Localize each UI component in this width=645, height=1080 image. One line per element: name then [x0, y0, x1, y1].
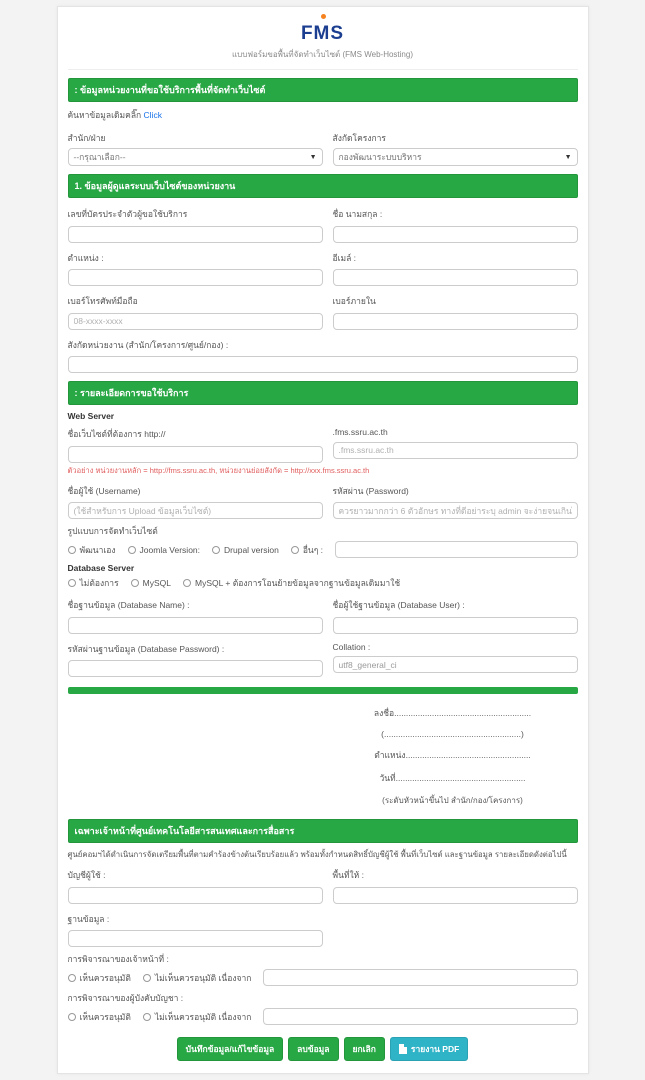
signature-sign-line: ลงชื่อ..........................................................: [373, 708, 532, 718]
search-hint-label: ค้นหาข้อมูลเดิมคลิ๊ก: [67, 110, 142, 120]
green-divider-bar: [68, 687, 578, 694]
action-button-row: [68, 1037, 578, 1061]
database-server-heading: Database Server: [67, 563, 135, 573]
staff-reject-reason-input[interactable]: [263, 969, 577, 986]
citizen-id-label: เลขที่บัตรประจำตัวผู้ขอใช้บริการ: [67, 209, 188, 219]
platform-radio-joomla[interactable]: [128, 546, 136, 554]
chevron-down-icon: ▼: [309, 153, 317, 161]
extension-input[interactable]: [333, 313, 578, 330]
platform-other-input[interactable]: [335, 541, 577, 558]
fms-logo-text: FMS: [300, 23, 345, 44]
document-icon: [399, 1044, 407, 1054]
section-unit-header: : ข้อมูลหน่วยงานที่ขอใช้บริการพื้นที่จัดทำเว็บไซต์: [68, 78, 578, 102]
supervisor-approve-radio[interactable]: [68, 1013, 76, 1021]
citizen-id-input[interactable]: [68, 226, 323, 243]
db-radio-mysql-migrate[interactable]: [183, 579, 191, 587]
domain-input: [333, 442, 578, 459]
department-selected-value: --กรุณาเลือก--: [73, 152, 126, 162]
staff-database-label: ฐานข้อมูล :: [67, 913, 110, 924]
space-input[interactable]: [333, 887, 578, 904]
db-name-input[interactable]: [68, 617, 323, 634]
pdf-report-button[interactable]: [390, 1037, 468, 1061]
department-select[interactable]: [68, 148, 323, 166]
platform-radio-drupal[interactable]: [212, 546, 220, 554]
email-input[interactable]: [333, 269, 578, 286]
db-user-label: ชื่อผู้ใช้ฐานข้อมูล (Database User) :: [332, 600, 465, 610]
header-divider: [68, 69, 578, 70]
extension-label: เบอร์ภายใน: [332, 296, 376, 306]
delete-button[interactable]: ลบข้อมูล: [288, 1037, 338, 1061]
section-request-header: : รายละเอียดการขอใช้บริการ: [68, 381, 578, 405]
email-label: อีเมล์ :: [332, 252, 357, 263]
web-server-heading: Web Server: [67, 411, 115, 421]
collation-label: Collation :: [332, 641, 371, 652]
sitename-input[interactable]: [68, 446, 323, 463]
staff-approve-radio[interactable]: [68, 974, 76, 982]
fullname-input[interactable]: [333, 226, 578, 243]
supervisor-reject-radio[interactable]: [143, 1013, 151, 1021]
pdf-report-label: รายงาน PDF: [410, 1044, 460, 1054]
section-admin-header: 1. ข้อมูลผู้ดูแลระบบเว็บไซต์ของหน่วยงาน: [68, 174, 578, 198]
db-password-input[interactable]: [68, 660, 323, 677]
username-input[interactable]: [68, 502, 323, 519]
fullname-label: ชื่อ นามสกุล :: [332, 209, 383, 219]
department-label: สำนัก/ฝ่าย: [67, 133, 106, 143]
supervisor-reject-reason-input[interactable]: [263, 1008, 577, 1025]
logo-orange-dot-icon: [321, 14, 326, 19]
form-card: [57, 6, 589, 1074]
space-label: พื้นที่ให้ :: [332, 870, 364, 880]
db-option-none-label: ไม่ต้องการ: [79, 578, 119, 588]
platform-label: รูปแบบการจัดทำเว็บไซต์: [67, 526, 158, 536]
org-input[interactable]: [68, 356, 578, 373]
save-button[interactable]: บันทึกข้อมูล/แก้ไขข้อมูล: [177, 1037, 283, 1061]
cancel-button[interactable]: ยกเลิก: [344, 1037, 385, 1061]
db-option-mysql-label: MySQL: [142, 578, 171, 588]
section-staff-header: เฉพาะเจ้าหน้าที่ศูนย์เทคโนโลยีสารสนเทศและการสื่อสาร: [68, 819, 578, 843]
project-label: สังกัดโครงการ: [332, 133, 386, 143]
platform-radio-self[interactable]: [68, 546, 76, 554]
search-hint: [68, 108, 578, 122]
platform-radio-other[interactable]: [291, 546, 299, 554]
fms-logo: [68, 17, 578, 45]
signature-note: (ระดับหัวหน้าขึ้นไป สำนัก/กอง/โครงการ): [382, 796, 523, 805]
db-user-input[interactable]: [333, 617, 578, 634]
position-label: ตำแหน่ง :: [67, 252, 104, 263]
signature-date-line: วันที่.......................................................: [379, 773, 526, 783]
db-password-label: รหัสผ่านฐานข้อมูล (Database Password) :: [67, 643, 225, 654]
staff-database-input[interactable]: [68, 930, 323, 947]
form-subtitle: แบบฟอร์มขอพื้นที่จัดทำเว็บไซต์ (FMS Web-Hosting): [232, 50, 413, 59]
signature-name-line: (..........................................................): [381, 729, 524, 739]
mobile-label: เบอร์โทรศัพท์มือถือ: [67, 296, 138, 306]
collation-input: [333, 656, 578, 673]
supervisor-review-label: การพิจารณาของผู้บังคับบัญชา :: [67, 993, 184, 1003]
password-label: รหัสผ่าน (Password): [332, 485, 409, 496]
sitename-label: ชื่อเว็บไซต์ที่ต้องการ http://: [67, 429, 166, 439]
platform-option-joomla-label: Joomla Version:: [139, 544, 201, 555]
domain-label: .fms.ssru.ac.th: [332, 427, 388, 437]
password-input[interactable]: [333, 502, 578, 519]
org-label: สังกัดหน่วยงาน (สำนัก/โครงการ/ศูนย์/กอง) :: [67, 339, 229, 350]
staff-reject-radio[interactable]: [143, 974, 151, 982]
signature-position-line: ตำแหน่ง.....................................................: [374, 750, 531, 760]
staff-review-label: การพิจารณาของเจ้าหน้าที่ :: [67, 954, 169, 964]
staff-reject-label: ไม่เห็นควรอนุมัติ เนื่องจาก: [154, 972, 252, 983]
project-selected-value: กองพัฒนาระบบบริหาร: [338, 152, 422, 162]
project-select[interactable]: [333, 148, 578, 166]
db-radio-mysql[interactable]: [131, 579, 139, 587]
platform-option-drupal-label: Drupal version: [224, 544, 279, 555]
platform-option-other-label: อื่นๆ :: [302, 544, 324, 555]
mobile-input[interactable]: [68, 313, 323, 330]
platform-option-self-label: พัฒนาเอง: [79, 544, 116, 555]
search-click-link[interactable]: Click: [143, 110, 162, 120]
db-name-label: ชื่อฐานข้อมูล (Database Name) :: [67, 600, 190, 610]
supervisor-approve-label: เห็นควรอนุมัติ: [79, 1011, 131, 1022]
username-label: ชื่อผู้ใช้ (Username): [67, 485, 141, 496]
staff-intro-text: ศูนย์คอมฯได้ดำเนินการจัดเตรียมพื้นที่ตามคำร้องข้างต้นเรียบร้อยแล้ว พร้อมทั้งกำหนดสิทธิ์บัญชีผู้ใช้ พื้นที่เว็บไซต์ และฐานข้อมูล รายละเอียดดังต่อไปนี้: [67, 850, 567, 859]
supervisor-reject-label: ไม่เห็นควรอนุมัติ เนื่องจาก: [154, 1011, 252, 1022]
url-example-note: ตัวอย่าง หน่วยงานหลัก = http://fms.ssru.ac.th, หน่วยงานย่อยสังกัด = http://xxx.fms.ssru.ac.th: [67, 465, 370, 475]
signature-block: [328, 700, 578, 811]
account-input[interactable]: [68, 887, 323, 904]
position-input[interactable]: [68, 269, 323, 286]
chevron-down-icon: ▼: [564, 153, 572, 161]
staff-approve-label: เห็นควรอนุมัติ: [79, 972, 131, 983]
db-option-mysql-migrate-label: MySQL + ต้องการโอนย้ายข้อมูลจากฐานข้อมูลเดิมมาใช้: [194, 578, 401, 588]
db-radio-none[interactable]: [68, 579, 76, 587]
account-label: บัญชีผู้ใช้ :: [67, 870, 106, 880]
